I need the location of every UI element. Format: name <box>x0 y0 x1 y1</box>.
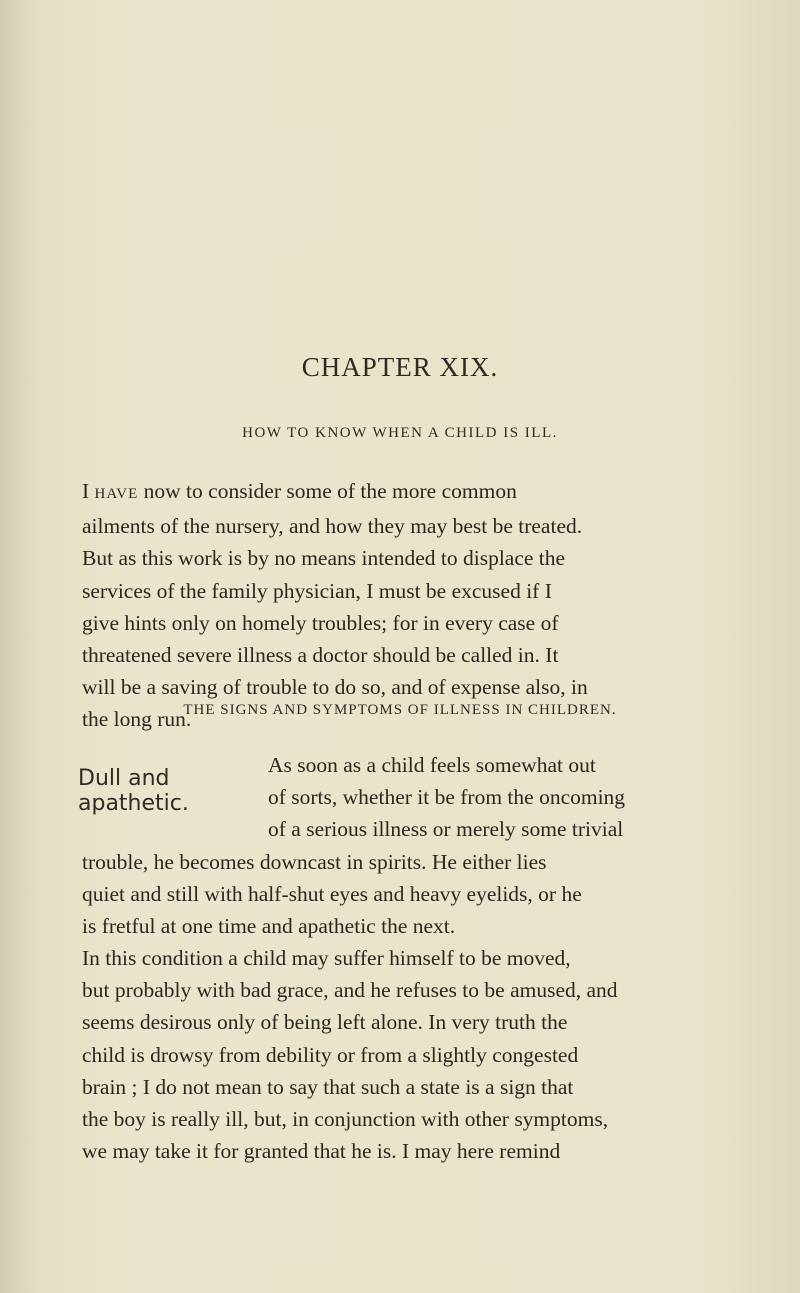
paragraph-line: In this condition a child may suffer himself to be moved, <box>82 946 571 970</box>
section-heading: THE SIGNS AND SYMPTOMS OF ILLNESS IN CHILDREN. <box>183 702 617 718</box>
paragraph-line: we may take it for granted that he is. I may here remind <box>82 1139 561 1164</box>
paragraph-line: of sorts, whether it be from the oncoming <box>268 785 626 810</box>
condition-paragraph <box>82 942 718 1167</box>
margin-note-line: apathetic. <box>78 791 189 816</box>
paragraph-line: is fretful at one time and apathetic the next. <box>82 914 456 939</box>
paragraph-line: the boy is really ill, but, in conjunction with other symptoms, <box>82 1107 609 1132</box>
chapter-heading: CHAPTER XIX. <box>301 352 499 382</box>
lead-pronoun: I <box>82 479 90 503</box>
margin-note-line: Dull and <box>78 766 170 791</box>
paragraph-line: As soon as a child feels somewhat out <box>268 753 596 777</box>
paragraph-line: But as this work is by no means intended to displace the <box>82 546 566 571</box>
paragraph-line: of a serious illness or merely some trivial <box>268 817 624 842</box>
lead-smallcaps: HAVE <box>94 486 139 502</box>
paragraph-line: give hints only on homely troubles; for in every case of <box>82 610 559 635</box>
paragraph-line: brain ; I do not mean to say that such a state is a sign that <box>82 1074 574 1099</box>
paragraph-line: services of the family physician, I must be excused if I <box>82 578 552 603</box>
paragraph-line: the long run. <box>82 707 192 732</box>
paragraph-line: quiet and still with half-shut eyes and heavy eyelids, or he <box>82 881 582 906</box>
symptoms-paragraph <box>82 749 718 942</box>
intro-paragraph <box>82 475 718 736</box>
paragraph-line: threatened severe illness a doctor should be called in. It <box>82 643 559 668</box>
chapter-subtitle: HOW TO KNOW WHEN A CHILD IS ILL. <box>242 425 558 441</box>
paragraph-line: I HAVE now to consider some of the more common <box>82 479 517 503</box>
paragraph-line: trouble, he becomes downcast in spirits. He either lies <box>82 849 547 874</box>
paragraph-line: child is drowsy from debility or from a slightly congested <box>82 1042 579 1067</box>
paragraph-line: but probably with bad grace, and he refuses to be amused, and <box>82 978 618 1003</box>
paragraph-line: ailments of the nursery, and how they may best be treated. <box>82 514 583 539</box>
paragraph-line: seems desirous only of being left alone. In very truth the <box>82 1010 568 1035</box>
paragraph-line: will be a saving of trouble to do so, and of expense also, in <box>82 675 588 700</box>
